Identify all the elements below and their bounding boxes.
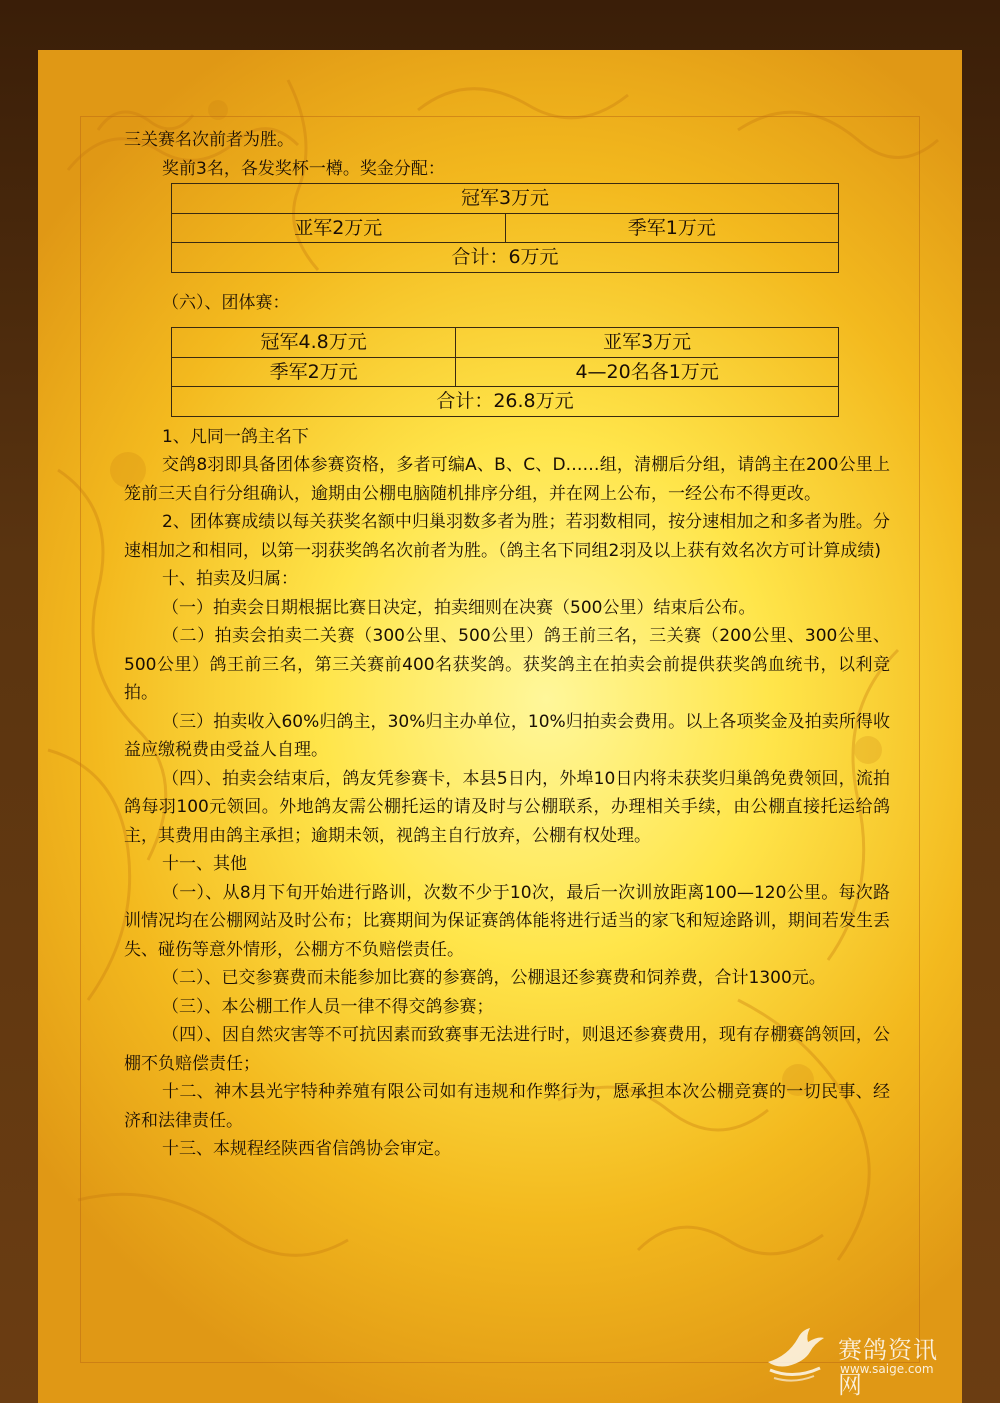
section-11-item: （四）、因自然灾害等不可抗因素而致赛事无法进行时，则退还参赛费用，现有存棚赛鸽领回，公棚不负赔偿责任； — [124, 1025, 890, 1074]
team-rule-1-body: 交鸽8羽即具备团体参赛资格，多者可编A、B、C、D……组，清棚后分组，请鸽主在200公里上笼前三天自行分组确认，逾期由公棚电脑随机排序分组，并在网上公布，一经公布不得更改。 — [124, 455, 890, 504]
team-prize-third: 季军2万元 — [172, 357, 456, 387]
team-prize-rest: 4—20名各1万元 — [456, 357, 839, 387]
pigeon-logo-icon — [760, 1318, 830, 1388]
prize-table-team — [171, 327, 839, 417]
section-10-item: （三）拍卖收入60%归鸽主，30%归主办单位，10%归拍卖会费用。以上各项奖金及拍卖所得收益应缴税费由受益人自理。 — [124, 711, 890, 760]
team-rule-1-title: 1、凡同一鸽主名下 — [162, 426, 309, 447]
section-11-item: （一）、从8月下旬开始进行路训，次数不少于10次，最后一次训放距离100—120公里。每次路训情况均在公棚网站及时公布；比赛期间为保证赛鸽体能将进行适当的家飞和短途路训，期间若发生丢失、碰伤等意外情形，公棚方不负赔偿责任。 — [124, 882, 890, 960]
section-10-item: （一）拍卖会日期根据比赛日决定，拍卖细则在决赛（500公里）结束后公布。 — [162, 597, 756, 618]
site-watermark[interactable] — [760, 1318, 960, 1399]
prize-second: 亚军2万元 — [172, 213, 506, 243]
section-11-title: 十一、其他 — [162, 854, 247, 874]
awards-line: 奖前3名，各发奖杯一樽。奖金分配： — [162, 158, 445, 179]
team-prize-champion: 冠军4.8万元 — [172, 328, 456, 358]
section-12: 十二、神木县光宇特种养殖有限公司如有违规和作弊行为，愿承担本次公棚竞赛的一切民事、经济和法律责任。 — [124, 1082, 890, 1131]
intro-line: 三关赛名次前者为胜。 — [124, 130, 294, 150]
section-10-title: 十、拍卖及归属： — [162, 569, 298, 589]
regulation-text — [124, 126, 890, 1164]
prize-third: 季军1万元 — [505, 213, 839, 243]
watermark-title: 赛鸽资讯网 — [838, 1336, 938, 1399]
prize-champion: 冠军3万元 — [172, 184, 839, 214]
section-11-item: （二）、已交参赛费而未能参加比赛的参赛鸽，公棚退还参赛费和饲养费，合计1300元。 — [162, 968, 826, 988]
section-13: 十三、本规程经陕西省信鸽协会审定。 — [162, 1139, 451, 1159]
prize-total: 合计：6万元 — [172, 243, 839, 273]
prize-table-individual — [171, 183, 839, 273]
watermark-url[interactable]: www.saige.com — [840, 1362, 934, 1376]
section-11-item: （三）、本公棚工作人员一律不得交鸽参赛； — [162, 996, 494, 1017]
team-heading: （六）、团体赛： — [162, 292, 290, 313]
section-10-item: （四）、拍卖会结束后，鸽友凭参赛卡，本县5日内，外埠10日内将未获奖归巢鸽免费领回，流拍鸽每羽100元领回。外地鸽友需公棚托运的请及时与公棚联系，办理相关手续，由公棚直接托运给鸽主，其费用由鸽主承担；逾期未领，视鸽主自行放弃，公棚有权处理。 — [124, 768, 890, 846]
team-prize-total: 合计：26.8万元 — [172, 387, 839, 417]
team-rule-2: 2、团体赛成绩以每关获奖名额中归巢羽数多者为胜；若羽数相同，按分速相加之和多者为胜。分速相加之和相同，以第一羽获奖鸽名次前者为胜。（鸽主名下同组2羽及以上获有效名次方可计算成绩) — [124, 512, 890, 561]
section-10-item: （二）拍卖会拍卖二关赛（300公里、500公里）鸽王前三名，三关赛（200公里、300公里、500公里）鸽王前三名，第三关赛前400名获奖鸽。获奖鸽主在拍卖会前提供获奖鸽血统书，以利竞拍。 — [124, 626, 890, 703]
team-prize-second: 亚军3万元 — [456, 328, 839, 358]
